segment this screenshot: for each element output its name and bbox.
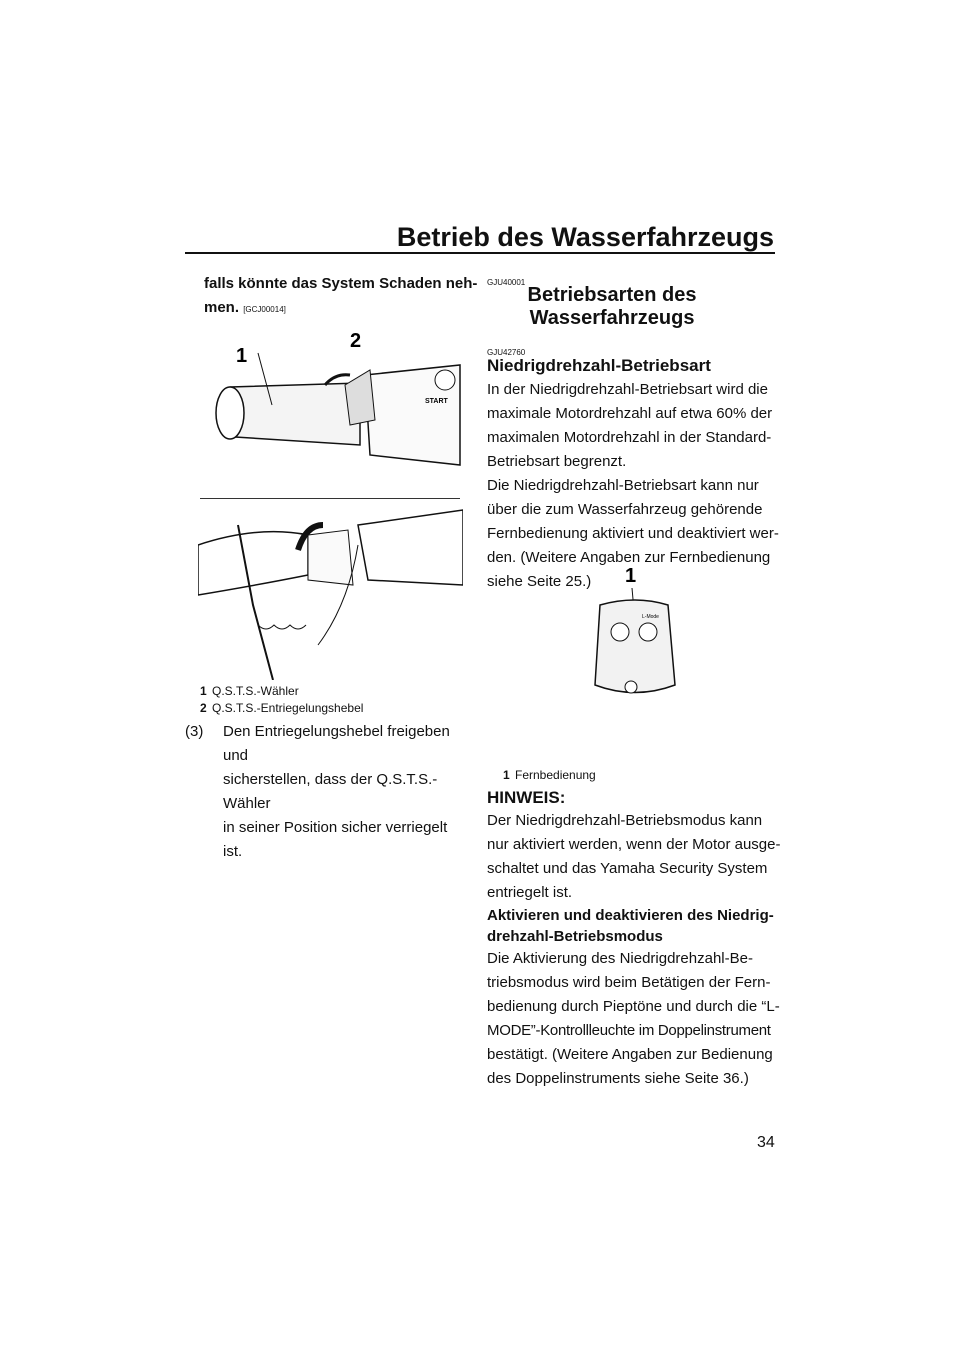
step-3 xyxy=(185,720,465,864)
caption-text: Q.S.T.S.-Entriegelungshebel xyxy=(212,701,364,715)
warning-text xyxy=(204,272,477,322)
final-line: des Doppelinstruments siehe Seite 36.) xyxy=(487,1070,749,1087)
start-label: START xyxy=(425,398,448,405)
warning-line: falls könnte das System Schaden neh- xyxy=(204,275,478,292)
caption-item xyxy=(200,700,363,717)
note-body xyxy=(487,809,780,1091)
step-line: in seiner Position sicher verriegelt ist. xyxy=(223,819,448,860)
para-line: Fernbedienung aktiviert und deaktiviert wer- xyxy=(487,525,779,542)
final-line: bestätigt. (Weitere Angaben zur Bedienung xyxy=(487,1046,773,1063)
final-line: bedienung durch Pieptöne und durch die “L- xyxy=(487,998,780,1015)
section-title xyxy=(487,284,737,330)
note-line: schaltet und das Yamaha Security System xyxy=(487,860,768,877)
step-line: Den Entriegelungshebel freigeben und xyxy=(223,723,450,764)
remote-caption xyxy=(503,767,596,784)
warning-line: men. xyxy=(204,299,240,316)
final-line: triebsmodus wird beim Betätigen der Fern- xyxy=(487,974,771,991)
figure-divider xyxy=(200,498,460,499)
final-line: MODE”-Kontrollleuchte im Doppelinstrument xyxy=(487,1022,771,1039)
lanyard-illustration xyxy=(198,505,463,680)
section-title-line: Wasserfahrzeugs xyxy=(529,307,695,329)
caption-item xyxy=(200,683,363,700)
caption-num: 2 xyxy=(200,701,207,715)
note-line: Der Niedrigdrehzahl-Betriebsmodus kann xyxy=(487,812,763,829)
bold-heading-line: Aktivieren und deaktivieren des Niedrig- xyxy=(487,907,774,924)
warning-code: [GCJ00014] xyxy=(243,305,286,314)
subsection-title: Niedrigdrehzahl-Betriebsart xyxy=(487,356,711,375)
page-title: Betrieb des Wasserfahrzeugs xyxy=(396,222,774,252)
caption-text: Q.S.T.S.-Wähler xyxy=(212,684,299,698)
section-code: GJU40001 xyxy=(487,278,526,287)
header-rule xyxy=(185,252,775,254)
caption-text: Fernbedienung xyxy=(515,768,596,782)
callout-1: 1 xyxy=(236,345,248,367)
callout-1: 1 xyxy=(625,565,637,587)
para-line: maximalen Motordrehzahl in der Standard- xyxy=(487,429,772,446)
subsection-code: GJU42760 xyxy=(487,348,526,357)
section-title-line: Betriebsarten des xyxy=(527,284,697,306)
caption-num: 1 xyxy=(200,684,207,698)
para-line: Die Niedrigdrehzahl-Betriebsart kann nur xyxy=(487,477,759,494)
para-line: über die zum Wasserfahrzeug gehörende xyxy=(487,501,763,518)
note-line: entriegelt ist. xyxy=(487,884,573,901)
para-line: Betriebsart begrenzt. xyxy=(487,453,627,470)
qsts-selector-illustration xyxy=(200,325,462,485)
caption-num: 1 xyxy=(503,768,510,782)
final-line: Die Aktivierung des Niedrigdrehzahl-Be- xyxy=(487,950,753,967)
bold-heading-line: drehzahl-Betriebsmodus xyxy=(487,928,663,945)
note-line: nur aktiviert werden, wenn der Motor ausge- xyxy=(487,836,781,853)
l-mode-label: L-Mode xyxy=(642,614,659,620)
callout-2: 2 xyxy=(350,330,362,352)
remote-control-illustration xyxy=(580,560,690,705)
para-line: siehe Seite 25.) xyxy=(487,573,592,590)
para-line: maximale Motordrehzahl auf etwa 60% der xyxy=(487,405,773,422)
note-title: HINWEIS: xyxy=(487,788,566,807)
page-number: 34 xyxy=(757,1134,775,1151)
para-line: In der Niedrigdrehzahl-Betriebsart wird die xyxy=(487,381,768,398)
step-line: sicherstellen, dass der Q.S.T.S.-Wähler xyxy=(223,771,438,812)
para-line: den. (Weitere Angaben zur Fernbedienung xyxy=(487,549,771,566)
figure-captions xyxy=(200,683,363,717)
step-number: (3) xyxy=(185,723,204,740)
